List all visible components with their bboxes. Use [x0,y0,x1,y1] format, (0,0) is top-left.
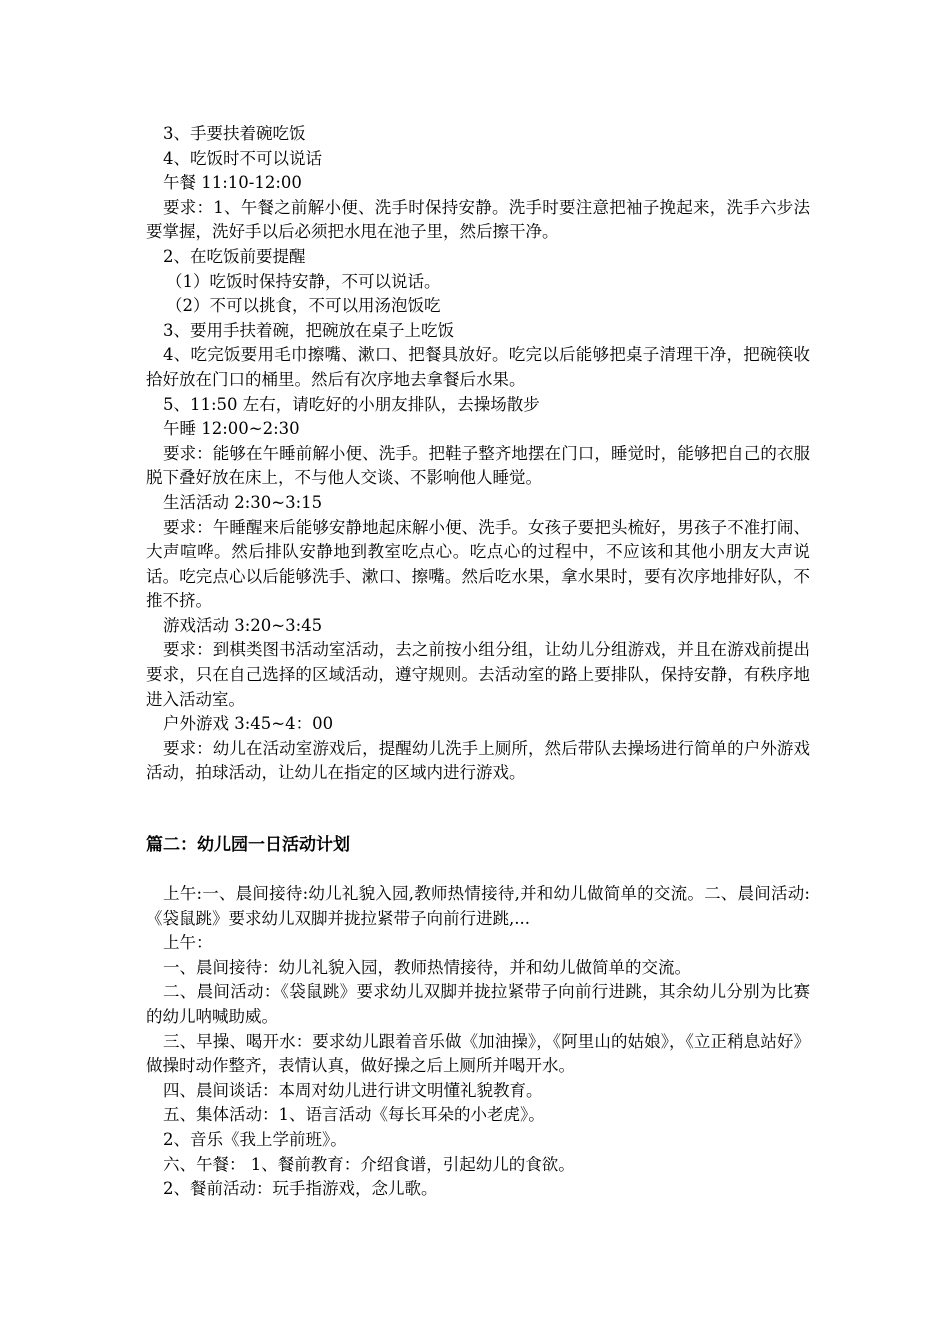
paragraph-life-activity-time: 生活活动 2:30~3:15 [163,492,323,512]
paragraph: 要求：能够在午睡前解小便、洗手。把鞋子整齐地摆在门口，睡觉时，能够把自己的衣服脱下叠好放在床上，不与他人交谈、不影响他人睡觉。 [146,443,810,488]
paragraph: 三、早操、喝开水：要求幼儿跟着音乐做《加油操》，《阿里山的姑娘》，《立正稍息站好》做操时动作整齐，表情认真，做好操之后上厕所并喝开水。 [146,1031,810,1076]
paragraph-game-activity-time: 游戏活动 3:20~3:45 [163,615,323,635]
paragraph: 一、晨间接待：幼儿礼貌入园，教师热情接待，并和幼儿做简单的交流。 [163,957,691,977]
paragraph: 要求：1、午餐之前解小便、洗手时保持安静。洗手时要注意把袖子挽起来，洗手六步法要掌握，洗好手以后必须把水甩在池子里，然后擦干净。 [146,197,810,242]
paragraph: 2、餐前活动：玩手指游戏，念儿歌。 [163,1179,438,1199]
paragraph: （1）吃饭时保持安静，不可以说话。 [166,271,441,291]
paragraph-outdoor-game-time: 户外游戏 3:45~4：00 [163,714,334,734]
paragraph-lunch-time: 午餐 11:10-12:00 [163,173,302,193]
paragraph: 要求：幼儿在活动室游戏后，提醒幼儿洗手上厕所，然后带队去操场进行简单的户外游戏活动，拍球活动，让幼儿在指定的区域内进行游戏。 [146,738,810,783]
paragraph: 2、音乐《我上学前班》。 [163,1129,347,1149]
paragraph: 要求：午睡醒来后能够安静地起床解小便、洗手。女孩子要把头梳好，男孩子不准打闹、大声喧哗。然后排队安静地到教室吃点心。吃点心的过程中，不应该和其他小朋友大声说话。吃完点心以后能够洗手、漱口、擦嘴。然后吃水果，拿水果时，要有次序地排好队，不推不挤。 [146,517,810,611]
paragraph: （2）不可以挑食，不可以用汤泡饭吃 [166,296,441,316]
paragraph: 五、集体活动：1、语言活动《每长耳朵的小老虎》。 [163,1105,545,1125]
paragraph: 2、在吃饭前要提醒 [163,246,306,266]
section-activity-plan [146,882,810,1202]
section-daily-schedule [146,122,810,786]
paragraph: 3、要用手扶着碗，把碗放在桌子上吃饭 [163,320,454,340]
paragraph: 上午： [163,933,213,953]
paragraph: 4、吃饭时不可以说话 [163,148,322,168]
paragraph: 要求：到棋类图书活动室活动，去之前按小组分组，让幼儿分组游戏，并且在游戏前提出要求，只在自己选择的区域活动，遵守规则。去活动室的路上要排队，保持安静，有秩序地进入活动室。 [146,640,810,709]
paragraph: 六、午餐： 1、餐前教育：介绍食谱，引起幼儿的食欲。 [163,1154,575,1174]
document-page [146,122,810,1202]
paragraph: 3、手要扶着碗吃饭 [163,124,306,143]
paragraph-nap-time: 午睡 12:00~2:30 [163,419,300,439]
paragraph: 5、11:50 左右，请吃好的小朋友排队，去操场散步 [163,394,540,414]
summary-paragraph: 上午:一、晨间接待:幼儿礼貌入园,教师热情接待,并和幼儿做简单的交流。二、晨间活动:《袋鼠跳》要求幼儿双脚并拢拉紧带子向前行进跳,... [146,884,810,928]
paragraph: 四、晨间谈话：本周对幼儿进行讲文明懂礼貌教育。 [163,1080,543,1100]
section-heading: 篇二：幼儿园一日活动计划 [146,835,350,856]
paragraph: 二、晨间活动：《袋鼠跳》要求幼儿双脚并拢拉紧带子向前行进跳，其余幼儿分别为比赛的幼儿呐喊助威。 [146,982,810,1026]
paragraph: 4、吃完饭要用毛巾擦嘴、漱口、把餐具放好。吃完以后能够把桌子清理干净，把碗筷收拾好放在门口的桶里。然后有次序地去拿餐后水果。 [146,345,810,389]
